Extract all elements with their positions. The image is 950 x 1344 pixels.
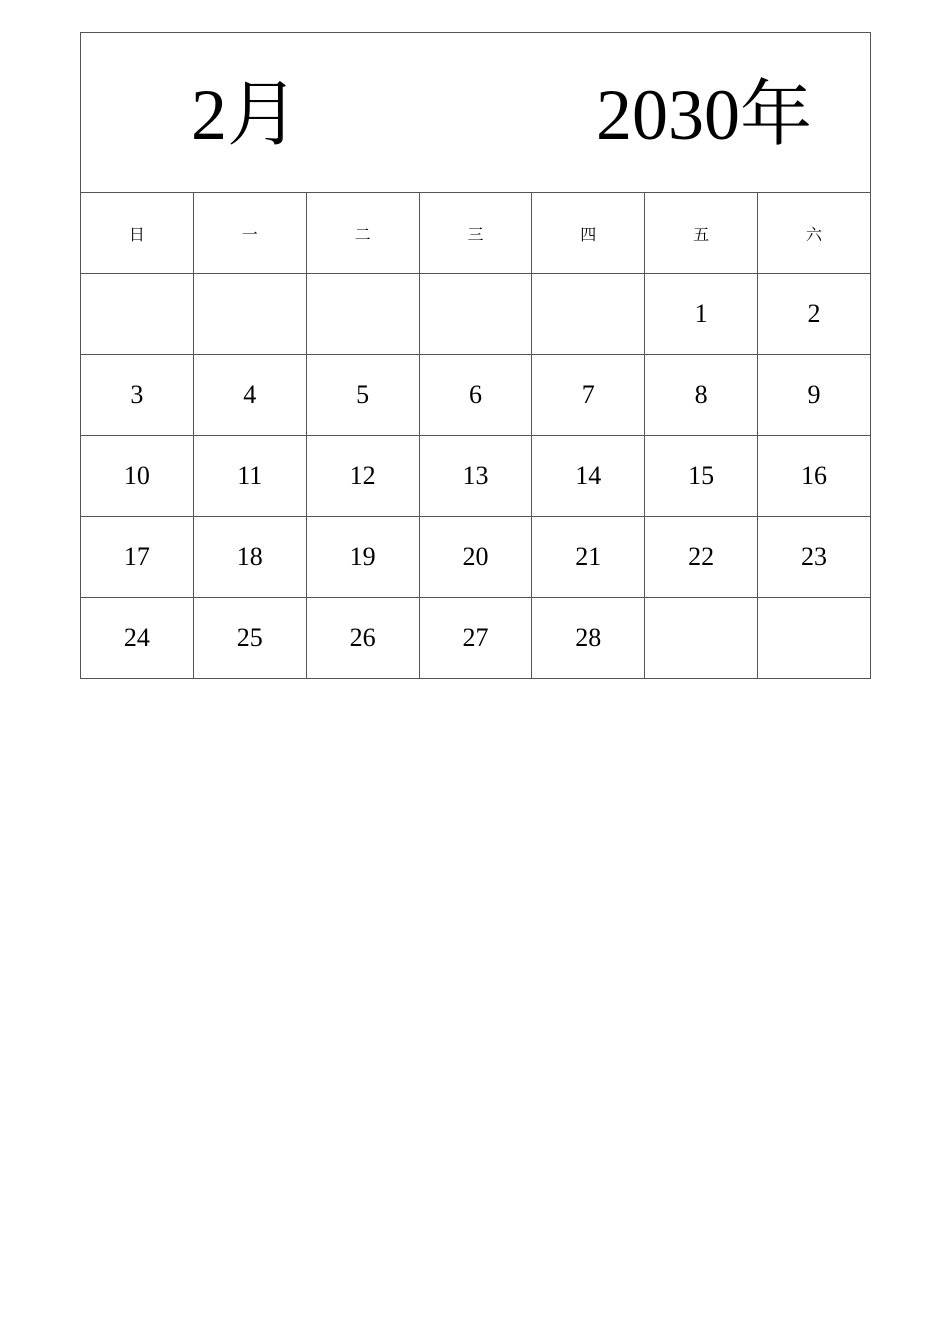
day-cell: 25 [193,598,306,679]
calendar-grid [80,32,871,679]
day-cell: 9 [758,355,871,436]
day-cell: 1 [645,274,758,355]
day-cell: 12 [306,436,419,517]
day-cell: 5 [306,355,419,436]
day-cell: 3 [81,355,194,436]
day-cell: 23 [758,517,871,598]
weekday-sunday: 日 [81,193,194,274]
day-cell: 14 [532,436,645,517]
week-row-5 [81,598,871,679]
day-cell: 4 [193,355,306,436]
day-cell: 8 [645,355,758,436]
day-cell [758,598,871,679]
day-cell [81,274,194,355]
day-cell [645,598,758,679]
day-cell [306,274,419,355]
day-cell: 15 [645,436,758,517]
week-row-2 [81,355,871,436]
day-cell: 28 [532,598,645,679]
day-cell: 6 [419,355,532,436]
day-cell: 7 [532,355,645,436]
day-cell: 2 [758,274,871,355]
weekday-friday: 五 [645,193,758,274]
day-cell: 16 [758,436,871,517]
day-cell [193,274,306,355]
week-row-4 [81,517,871,598]
day-cell: 11 [193,436,306,517]
weekday-tuesday: 二 [306,193,419,274]
day-cell: 27 [419,598,532,679]
day-cell: 24 [81,598,194,679]
month-title: 2月 [191,75,300,155]
day-cell: 10 [81,436,194,517]
calendar-header [81,33,871,193]
week-row-3 [81,436,871,517]
day-cell: 22 [645,517,758,598]
year-title: 2030年 [595,75,812,155]
calendar-header-row [81,33,871,193]
day-cell: 20 [419,517,532,598]
day-cell: 18 [193,517,306,598]
week-row-1 [81,274,871,355]
weekday-saturday: 六 [758,193,871,274]
weekday-thursday: 四 [532,193,645,274]
weekday-row [81,193,871,274]
day-cell: 21 [532,517,645,598]
day-cell: 13 [419,436,532,517]
weekday-monday: 一 [193,193,306,274]
weekday-wednesday: 三 [419,193,532,274]
day-cell: 17 [81,517,194,598]
day-cell [532,274,645,355]
day-cell [419,274,532,355]
day-cell: 19 [306,517,419,598]
day-cell: 26 [306,598,419,679]
